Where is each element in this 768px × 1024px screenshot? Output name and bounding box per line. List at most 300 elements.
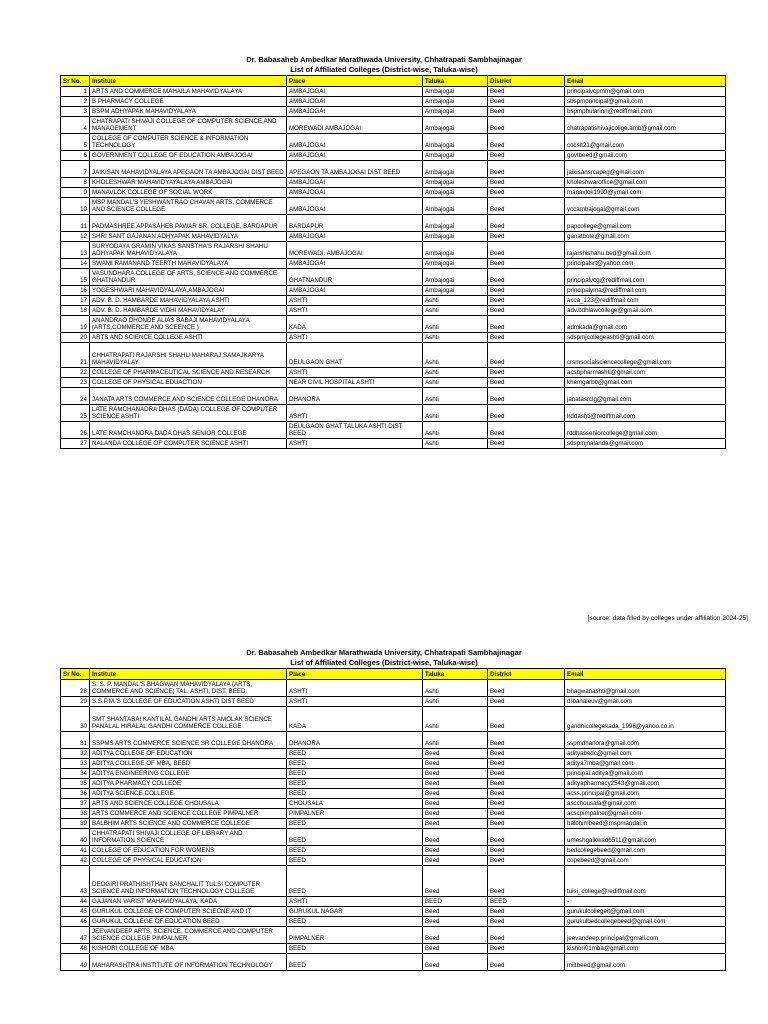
header-place: Place (287, 669, 423, 680)
institute-cell: ARTS AND SCIENCE COLLEGE ASHTI (90, 333, 287, 343)
place-cell: DEULGAON GHAT TALUKA ASHTI DIST BEED (287, 422, 423, 439)
table-row (61, 316, 726, 333)
table-row (61, 188, 726, 198)
sr-no-cell: 6 (61, 151, 90, 161)
place-cell: PIMPALNER (287, 809, 423, 819)
place-cell: BEED (287, 846, 423, 856)
table-row (61, 306, 726, 316)
institute-cell: VASUNDHARA COLLEGE OF ARTS, SCIENCE AND COMMERCE GHATNANDUR (90, 269, 287, 286)
place-cell: BEED (287, 866, 423, 897)
taluka-cell: Beed (423, 749, 488, 759)
institute-cell: COLLEGE OF PHARMACEUTICAL SCIENCE AND RESEARCH (90, 368, 287, 378)
taluka-cell: Ashti (423, 296, 488, 306)
taluka-cell: Beed (423, 769, 488, 779)
email-cell: acss.principal@gmail.com (565, 789, 726, 799)
district-cell: Beed (488, 388, 565, 405)
table-row (61, 296, 726, 306)
email-cell: ganatbote@gmail.com (565, 232, 726, 242)
place-cell: MOREWADI, AMBAJOGAI (287, 242, 423, 259)
table-row (61, 343, 726, 368)
institute-cell: ADITYA SCIENCE COLLEGE (90, 789, 287, 799)
taluka-cell: Beed (423, 779, 488, 789)
table-row (61, 151, 726, 161)
sr-no-cell: 1 (61, 87, 90, 97)
taluka-cell: Ambajogai (423, 269, 488, 286)
district-cell: Beed (488, 107, 565, 117)
table-body (61, 87, 726, 449)
place-cell: ASHTI (287, 697, 423, 707)
district-cell: Beed (488, 117, 565, 134)
table-row (61, 134, 726, 151)
district-cell: Beed (488, 917, 565, 927)
sr-no-cell: 17 (61, 296, 90, 306)
district-cell: Beed (488, 907, 565, 917)
sr-no-cell: 31 (61, 732, 90, 749)
institute-cell: SSPMS ARTS COMMERCE SCIENCE SR COLLEGE DHANORA (90, 732, 287, 749)
institute-cell: SHRI SANT GAJANAN ADHYAPAK MAHAVIDYALYA (90, 232, 287, 242)
sr-no-cell: 4 (61, 117, 90, 134)
district-cell: Beed (488, 97, 565, 107)
district-cell: Beed (488, 343, 565, 368)
place-cell: BEED (287, 749, 423, 759)
table-row (61, 286, 726, 296)
place-cell: BEED (287, 789, 423, 799)
sr-no-cell: 24 (61, 388, 90, 405)
place-cell: ASHTI (287, 439, 423, 449)
place-cell: AMBAJOGAI (287, 198, 423, 215)
email-cell: bspmphularinn@rediffmail.com (565, 107, 726, 117)
district-cell: Beed (488, 232, 565, 242)
sr-no-cell: 44 (61, 897, 90, 907)
email-cell: principalyma@rediffmail.com (565, 286, 726, 296)
sr-no-cell: 19 (61, 316, 90, 333)
district-cell: Beed (488, 944, 565, 954)
sr-no-cell: 49 (61, 954, 90, 971)
sr-no-cell: 38 (61, 809, 90, 819)
email-cell: principalsrt@yahoo.com (565, 259, 726, 269)
taluka-cell: Ambajogai (423, 161, 488, 178)
email-cell: acsbpharmashti@gmail.com (565, 368, 726, 378)
email-cell: acscpimpalner@gmail.com (565, 809, 726, 819)
district-cell: Beed (488, 749, 565, 759)
email-cell: kishori01mba@gmail.com (565, 944, 726, 954)
sr-no-cell: 27 (61, 439, 90, 449)
sr-no-cell: 20 (61, 333, 90, 343)
taluka-cell: Ambajogai (423, 151, 488, 161)
taluka-cell: Beed (423, 954, 488, 971)
institute-cell: SWAMI RAMANAND TEERTH MAHAVIDYALAYA (90, 259, 287, 269)
district-cell: Beed (488, 333, 565, 343)
district-cell: Beed (488, 799, 565, 809)
institute-cell: CHHATRAPATI RAJARSHI SHAHU MAHARAJ SAMAJKARYA MAHAVIDYALAY (90, 343, 287, 368)
place-cell: GHATNANDUR (287, 269, 423, 286)
district-cell: Beed (488, 188, 565, 198)
table-row (61, 809, 726, 819)
institute-cell: GURUKUL COLLEGE OF EDUCATION BEED (90, 917, 287, 927)
taluka-cell: Ashti (423, 697, 488, 707)
place-cell: ASHTI (287, 296, 423, 306)
email-cell: principalvcg@rediffmail.com (565, 269, 726, 286)
place-cell: AMBAJOGAI (287, 188, 423, 198)
taluka-cell: Ambajogai (423, 134, 488, 151)
institute-cell: ADITYA ENGINEERING COLLEGE (90, 769, 287, 779)
table-row (61, 707, 726, 732)
email-cell: gandhicollegekada_1996@yahoo.co.in (565, 707, 726, 732)
institute-cell: LATE RAMCHANDRA DADA DHAS SENIOR COLLEGE (90, 422, 287, 439)
district-cell: Beed (488, 954, 565, 971)
place-cell: BEED (287, 954, 423, 971)
taluka-cell: Ambajogai (423, 242, 488, 259)
email-cell: drbanaleuv@gmail.com (565, 697, 726, 707)
taluka-cell: Ambajogai (423, 215, 488, 232)
sr-no-cell: 18 (61, 306, 90, 316)
email-cell: manavlok1999@ymail.com (565, 188, 726, 198)
institute-cell: BALBHIM ARTS SCIENCE AND COMMERCE COLLEGE (90, 819, 287, 829)
taluka-cell: Ambajogai (423, 259, 488, 269)
sr-no-cell: 22 (61, 368, 90, 378)
email-cell: gurukulcollegeit@gmail.com (565, 907, 726, 917)
sr-no-cell: 30 (61, 707, 90, 732)
district-cell: Beed (488, 707, 565, 732)
district-cell: BEED (488, 897, 565, 907)
sr-no-cell: 42 (61, 856, 90, 866)
email-cell: sdspmjnalanda@gmail.com (565, 439, 726, 449)
place-cell: BEED (287, 819, 423, 829)
place-cell: ASHTI (287, 897, 423, 907)
header-institute: Institute (90, 76, 287, 87)
institute-cell: ADITYA COLLEGE OF MBA, BEED (90, 759, 287, 769)
sr-no-cell: 48 (61, 944, 90, 954)
table-row (61, 269, 726, 286)
district-cell: Beed (488, 732, 565, 749)
source-note: [source: data filled by colleges under affiliation 2024-25] (587, 615, 748, 622)
district-cell: Beed (488, 680, 565, 697)
sr-no-cell: 40 (61, 829, 90, 846)
email-cell: jaikisansrcapeg@gmail.com (565, 161, 726, 178)
header-email: Email (565, 76, 726, 87)
table-row (61, 759, 726, 769)
taluka-cell: Ambajogai (423, 198, 488, 215)
place-cell: AMBAJOGAI (287, 134, 423, 151)
district-cell: Beed (488, 259, 565, 269)
table-row (61, 161, 726, 178)
sr-no-cell: 13 (61, 242, 90, 259)
institute-cell: KISHORI COLLEGE OF MBA (90, 944, 287, 954)
document-page-1 (0, 55, 768, 622)
institute-cell: COLLEGE OF PHYSICAL EDUCATION (90, 856, 287, 866)
taluka-cell: Ashti (423, 707, 488, 732)
table-row (61, 789, 726, 799)
sr-no-cell: 34 (61, 769, 90, 779)
taluka-cell: Ashti (423, 306, 488, 316)
document-title: Dr. Babasaheb Ambedkar Marathwada University, Chhatrapati Sambhajinagar (246, 648, 522, 657)
sr-no-cell: 39 (61, 819, 90, 829)
sr-no-cell: 26 (61, 422, 90, 439)
place-cell: PIMPALNER (287, 927, 423, 944)
email-cell: balbhimbeed@mspmandal.in (565, 819, 726, 829)
email-cell: crsmsocialsciencecollege@gmail.com (565, 343, 726, 368)
district-cell: Beed (488, 151, 565, 161)
sr-no-cell: 46 (61, 917, 90, 927)
sr-no-cell: 21 (61, 343, 90, 368)
table-row (61, 178, 726, 188)
district-cell: Beed (488, 134, 565, 151)
table-row (61, 439, 726, 449)
header-taluka: Taluka (423, 669, 488, 680)
institute-cell: ADV. B. D. HAMBARDE MAHAVIDYALAYA ASHTI (90, 296, 287, 306)
institute-cell: NALANDA COLLEGE OF COMPUTER SCIENCE ASHTI (90, 439, 287, 449)
table-row (61, 856, 726, 866)
table-row (61, 846, 726, 856)
table-row (61, 779, 726, 789)
email-cell: lrddashti@rediffmail.com (565, 405, 726, 422)
taluka-cell: Ashti (423, 405, 488, 422)
taluka-cell: BEED (423, 897, 488, 907)
place-cell: KADA (287, 316, 423, 333)
district-cell: Beed (488, 856, 565, 866)
institute-cell: ANANDRAO DHONDE ALIAS BABAJI MAHAVIDYALAYA (ARTS,COMMERCE AND SCEENCE ) (90, 316, 287, 333)
district-cell: Beed (488, 368, 565, 378)
institute-cell: ADITYA PHARMACY COLLEGE (90, 779, 287, 789)
district-cell: Beed (488, 789, 565, 799)
table-row (61, 680, 726, 697)
institute-cell: KHOLESHWAR MAHAVIDYAYALAYA AMBAJOGAI (90, 178, 287, 188)
place-cell: BEED (287, 779, 423, 789)
table-row (61, 368, 726, 378)
email-cell: sdspmjcollegeashti@gmail.com (565, 333, 726, 343)
email-cell: rddhasseniorcollege@gmail.com (565, 422, 726, 439)
table-row (61, 107, 726, 117)
taluka-cell: Ambajogai (423, 117, 488, 134)
email-cell: ascchousala@gmail.com (565, 799, 726, 809)
sr-no-cell: 43 (61, 866, 90, 897)
place-cell: ASHTI (287, 333, 423, 343)
district-cell: Beed (488, 829, 565, 846)
table-row (61, 215, 726, 232)
institute-cell: S. S. P. MANDAL'S BHAGWAN MAHAVIDYALAYA (ARTS, COMMERCE AND SCIENCE) TAL. ASHTI, DIST. BEED. (90, 680, 287, 697)
table-row (61, 333, 726, 343)
taluka-cell: Beed (423, 819, 488, 829)
header-sr-no: Sr No. (61, 669, 90, 680)
document-subtitle: List of Affiliated Colleges (District-wise, Taluka-wise) (290, 65, 478, 74)
taluka-cell: Ambajogai (423, 286, 488, 296)
table-row (61, 232, 726, 242)
taluka-cell: Beed (423, 759, 488, 769)
place-cell: MOREWADI AMBAJOGAI (287, 117, 423, 134)
district-cell: Beed (488, 697, 565, 707)
place-cell: CHOUSALA (287, 799, 423, 809)
table-row (61, 259, 726, 269)
sr-no-cell: 23 (61, 378, 90, 388)
taluka-cell: Ashti (423, 343, 488, 368)
taluka-cell: Ashti (423, 378, 488, 388)
institute-cell: MANAVLOK COLLEGE OF SOCIAL WORK (90, 188, 287, 198)
place-cell: AMBAJOGAI (287, 232, 423, 242)
institute-cell: MSP MANDAL'S YESHWANTRAO CHAVAN ARTS, COMMERCE AND SCIENCE COLLEGE (90, 198, 287, 215)
taluka-cell: Beed (423, 917, 488, 927)
header-district: District (488, 76, 565, 87)
taluka-cell: Ambajogai (423, 87, 488, 97)
table-row (61, 117, 726, 134)
place-cell: BEED (287, 856, 423, 866)
place-cell: DHANORA (287, 388, 423, 405)
institute-cell: CHHATRAPATI SHIVAJI COLLEGE OF LIBRARY AND INFORMATION SCIENCE (90, 829, 287, 846)
email-cell: adityabedc@gmail.com (565, 749, 726, 759)
table-row (61, 829, 726, 846)
place-cell: AMBAJOGAI (287, 87, 423, 97)
email-cell: acca_123@rediffmail.com (565, 296, 726, 306)
header-email: Email (565, 669, 726, 680)
institute-cell: B PHARMACY COLLEGE (90, 97, 287, 107)
district-cell: Beed (488, 178, 565, 188)
email-cell: principal.aditya@gmail.com (565, 769, 726, 779)
email-cell: yccambajogai@gmail.com (565, 198, 726, 215)
colleges-table (60, 668, 726, 971)
table-row (61, 242, 726, 259)
taluka-cell: Ambajogai (423, 178, 488, 188)
district-cell: Beed (488, 378, 565, 388)
district-cell: Beed (488, 405, 565, 422)
institute-cell: LATE RAMCHANADRA DHAS (DADA) COLLEGE OF COMPUTER SCIENCE ASHTI (90, 405, 287, 422)
table-row (61, 97, 726, 107)
email-cell: jeevandeep.principal@gmail.com (565, 927, 726, 944)
document-title: Dr. Babasaheb Ambedkar Marathwada University, Chhatrapati Sambhajinagar (246, 55, 522, 64)
sr-no-cell: 33 (61, 759, 90, 769)
email-cell: rajarshishahu.bed@gmail.com (565, 242, 726, 259)
sr-no-cell: 2 (61, 97, 90, 107)
sr-no-cell: 10 (61, 198, 90, 215)
sr-no-cell: 47 (61, 927, 90, 944)
institute-cell: PADMASHREE APPASAHEB PAWAR SR. COLLEGE, BARDAPUR (90, 215, 287, 232)
place-cell: AMBAJOGAI (287, 107, 423, 117)
email-cell: bedcollegebeed@gmail.com (565, 846, 726, 856)
taluka-cell: Ambajogai (423, 232, 488, 242)
email-cell: govtbeed@gmail.com (565, 151, 726, 161)
email-cell: janatasrclg@gmail.com (565, 388, 726, 405)
district-cell: Beed (488, 819, 565, 829)
email-cell: cocsit21@gmail.com (565, 134, 726, 151)
district-cell: Beed (488, 779, 565, 789)
taluka-cell: Ashti (423, 439, 488, 449)
header-district: District (488, 669, 565, 680)
institute-cell: MAHARASHTRA INSTITUTE OF INFORMATION TECHNOLOGY (90, 954, 287, 971)
district-cell: Beed (488, 296, 565, 306)
taluka-cell: Beed (423, 809, 488, 819)
table-row (61, 198, 726, 215)
institute-cell: GOVERNMENT COLLEGE OF EDUCATION AMBAJOGAI (90, 151, 287, 161)
email-cell: bhagwanashti@gmail.com (565, 680, 726, 697)
header-sr-no: Sr No. (61, 76, 90, 87)
institute-cell: SURYODAYA GRAMIN VIKAS SANSTHA'S RAJARSHI SHAHU ADHYAPAK MAHAVIDYALAYA (90, 242, 287, 259)
table-row (61, 917, 726, 927)
document-subtitle: List of Affiliated Colleges (District-wise, Taluka-wise) (290, 658, 478, 667)
sr-no-cell: 32 (61, 749, 90, 759)
place-cell: ASHTI (287, 306, 423, 316)
sr-no-cell: 5 (61, 134, 90, 151)
sr-no-cell: 29 (61, 697, 90, 707)
email-cell: admkada@gmail.com (565, 316, 726, 333)
sr-no-cell: 45 (61, 907, 90, 917)
email-cell: copebeed@gmail.com (565, 856, 726, 866)
place-cell: BEED (287, 944, 423, 954)
table-row (61, 866, 726, 897)
taluka-cell: Beed (423, 829, 488, 846)
taluka-cell: Ambajogai (423, 188, 488, 198)
place-cell: KADA (287, 707, 423, 732)
taluka-cell: Ambajogai (423, 107, 488, 117)
place-cell: ASHTI (287, 680, 423, 697)
institute-cell: ARTS AND COMMERCE MAHAILA MAHAVIDYALAYA (90, 87, 287, 97)
taluka-cell: Beed (423, 944, 488, 954)
table-row (61, 819, 726, 829)
place-cell: APEGAON TA AMBAJOGAI DIST BEED (287, 161, 423, 178)
email-cell: gurukulbedcollegebeed@gmail.com (565, 917, 726, 927)
institute-cell: JEEVANDEEP ARTS, SCIENCE, COMMERCE AND COMPUTER SCIENCE COLLEGE PIMPALNER (90, 927, 287, 944)
place-cell: AMBAJOGAI (287, 178, 423, 188)
email-cell: aditya7mba@gmail.com (565, 759, 726, 769)
place-cell: AMBAJOGAI (287, 286, 423, 296)
header-institute: Institute (90, 669, 287, 680)
district-cell: Beed (488, 422, 565, 439)
document-page-2 (0, 648, 768, 971)
email-cell: sbspmprincipal@gmail.com (565, 97, 726, 107)
taluka-cell: Ashti (423, 333, 488, 343)
taluka-cell: Ashti (423, 368, 488, 378)
table-body (61, 680, 726, 971)
institute-cell: COLLEGE OF EDUCATION FOR WOMENS (90, 846, 287, 856)
institute-cell: SMT SHANTABAI KANTILAL GANDHI ARTS AMOLAK SCIENCE PANALAL HIRALAL GANDHI COMMERCE COLLEGE (90, 707, 287, 732)
email-cell: - (565, 897, 726, 907)
institute-cell: CHATRAPATI SHIVAJI COLLEGE OF COMPUTER SCIENCE AND MANAGEMENT (90, 117, 287, 134)
place-cell: ASHTI (287, 405, 423, 422)
district-cell: Beed (488, 759, 565, 769)
email-cell: tulsi_college@rediffmail.com (565, 866, 726, 897)
taluka-cell: Beed (423, 789, 488, 799)
sr-no-cell: 37 (61, 799, 90, 809)
district-cell: Beed (488, 439, 565, 449)
district-cell: Beed (488, 286, 565, 296)
sr-no-cell: 11 (61, 215, 90, 232)
sr-no-cell: 3 (61, 107, 90, 117)
institute-cell: ADV. B. D. HAMBARDE VIDHI MAHAVIDYALAY (90, 306, 287, 316)
table-row (61, 422, 726, 439)
institute-cell: COLLEGE OF PHYSICAL EDUACTION (90, 378, 287, 388)
taluka-cell: Ambajogai (423, 97, 488, 107)
sr-no-cell: 8 (61, 178, 90, 188)
email-cell: miitbeed@gmail.com (565, 954, 726, 971)
email-cell: chatrapatishivajicollge.amb@gmail.com (565, 117, 726, 134)
table-row (61, 697, 726, 707)
table-row (61, 405, 726, 422)
sr-no-cell: 12 (61, 232, 90, 242)
email-cell: adityapharmacy2543@gmail.com (565, 779, 726, 789)
district-cell: Beed (488, 927, 565, 944)
taluka-cell: Ashti (423, 680, 488, 697)
institute-cell: GAJANAN VARIST MAHAVIDYALAYA, KADA (90, 897, 287, 907)
email-cell: sspmdhanora@gmail.com (565, 732, 726, 749)
taluka-cell: Beed (423, 846, 488, 856)
place-cell: DEULGAON GHAT (287, 343, 423, 368)
district-cell: Beed (488, 316, 565, 333)
table-row (61, 732, 726, 749)
taluka-cell: Ashti (423, 422, 488, 439)
sr-no-cell: 9 (61, 188, 90, 198)
institute-cell: ARTS COMMERCE AND SCIENCE COLLEGE PIMPALNER (90, 809, 287, 819)
taluka-cell: Beed (423, 866, 488, 897)
header-place: Place (287, 76, 423, 87)
place-cell: GURUKUL NAGAR (287, 907, 423, 917)
place-cell: AMBAJOGAI (287, 151, 423, 161)
